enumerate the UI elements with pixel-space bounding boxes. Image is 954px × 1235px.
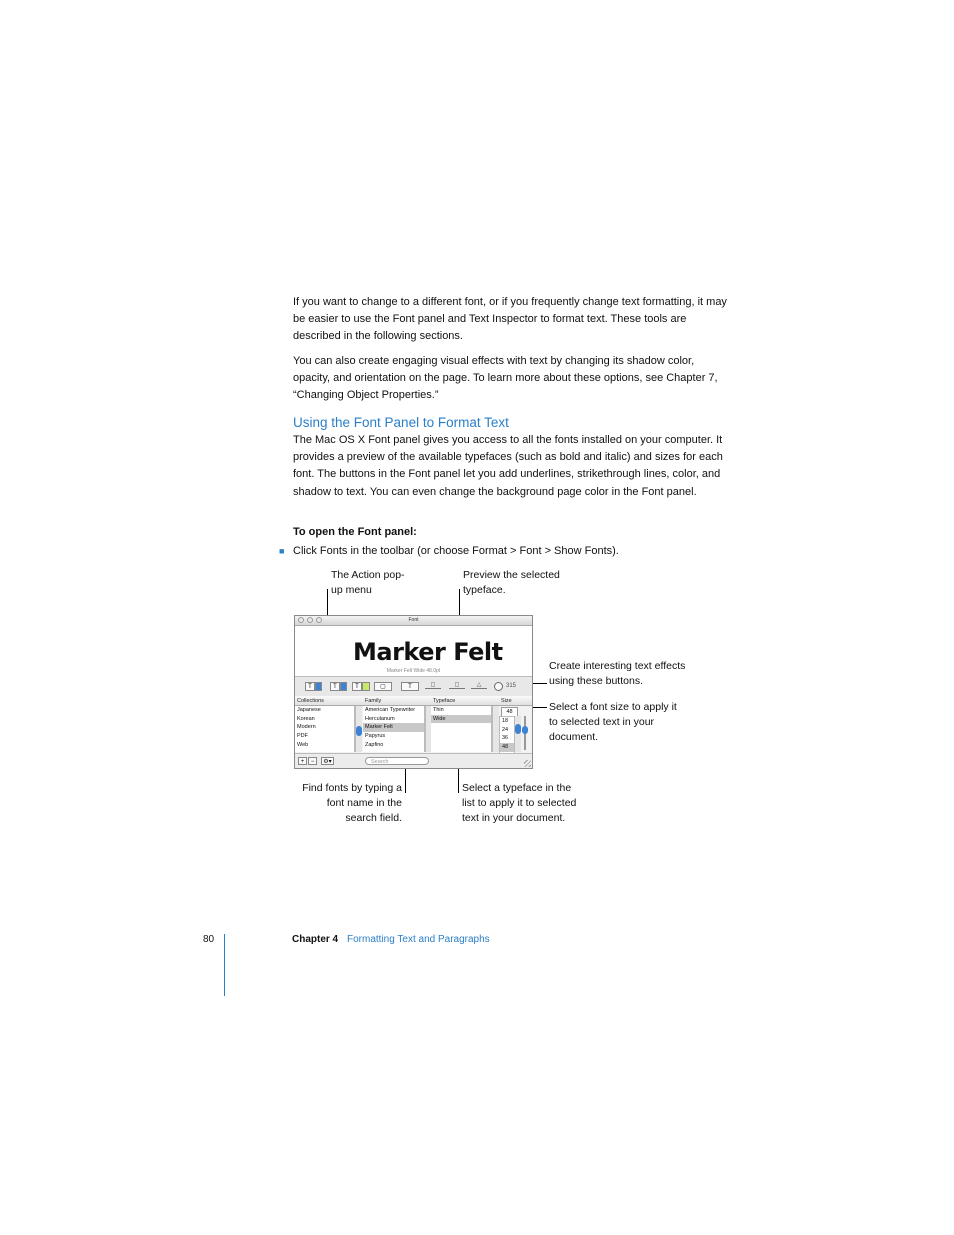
family-list — [363, 706, 425, 752]
document-color-button[interactable]: ▢ — [374, 682, 392, 691]
footer-chapter-title: Formatting Text and Paragraphs — [347, 934, 490, 945]
font-panel-titlebar — [295, 616, 532, 626]
callout-typeface: Select a typeface in the list to apply it to selected text in your document. — [462, 782, 577, 824]
callout-effects: Create interesting text effects using these buttons. — [549, 660, 686, 687]
bullet-text: Click Fonts in the toolbar (or choose Format > Font > Show Fonts). — [293, 545, 619, 557]
font-search-input[interactable]: Search — [365, 757, 429, 765]
collections-list — [295, 706, 355, 752]
size-scrollbar[interactable] — [514, 716, 521, 752]
list-item[interactable]: Japanese — [297, 707, 321, 713]
task-label: To open the Font panel: — [293, 526, 417, 538]
list-item[interactable]: Web — [297, 741, 309, 748]
callout-search: Find fonts by typing a font name in the search field. — [302, 782, 402, 824]
footer-rule — [224, 934, 225, 996]
effects-paragraph: You can also create engaging visual effects with text by changing its shadow color, opacity, and orientation on the page. To learn more about these options, see Chapter 7, “Changing Object Properties.” — [293, 355, 718, 402]
list-item[interactable]: American Typewriter — [365, 707, 416, 713]
shadow-offset-slider[interactable] — [471, 688, 487, 689]
typeface-scrollbar[interactable] — [492, 706, 499, 752]
footer-chapter: Chapter 4 — [292, 934, 339, 945]
strikethrough-button[interactable]: T — [330, 682, 340, 691]
list-item[interactable]: Zapfino — [365, 741, 384, 748]
action-menu-button[interactable]: ⚙▾ — [321, 757, 334, 765]
text-shadow-button[interactable]: T — [401, 682, 419, 691]
text-color-swatch[interactable] — [362, 682, 370, 691]
font-columns-header — [295, 696, 532, 706]
remove-collection-button[interactable]: − — [308, 757, 317, 765]
add-collection-button[interactable]: + — [298, 757, 307, 765]
typeface-list — [431, 706, 492, 752]
bullet-icon: ■ — [279, 546, 285, 556]
underline-menu-icon[interactable] — [315, 682, 322, 691]
list-item[interactable]: Thin — [433, 707, 444, 713]
callout-preview: Preview the selected typeface. — [463, 569, 560, 596]
shadow-offset-icon: △ — [476, 682, 482, 688]
bullet-item — [279, 543, 619, 560]
size-slider-knob[interactable] — [522, 726, 528, 734]
size-list — [499, 716, 515, 754]
section-heading: Using the Font Panel to Format Text — [293, 415, 509, 430]
strikethrough-menu-icon[interactable] — [340, 682, 347, 691]
font-effects-toolbar — [295, 676, 532, 698]
list-item[interactable]: Modern — [297, 724, 316, 731]
font-preview-area — [295, 626, 532, 681]
font-preview-caption: Marker Felt Wide 48.0pt — [386, 668, 441, 674]
size-header: Size — [501, 698, 512, 704]
shadow-blur-icon: ◻ — [454, 682, 460, 688]
list-item[interactable]: PDF — [297, 733, 308, 740]
callout-size: Select a font size to apply it to selected text in your document. — [549, 701, 677, 743]
shadow-blur-slider[interactable] — [449, 688, 465, 689]
list-item[interactable]: Korean — [297, 715, 315, 722]
typeface-header: Typeface — [433, 698, 456, 704]
collections-header: Collections — [297, 698, 324, 704]
intro-paragraph: If you want to change to a different font, or if you frequently change text formatting, it may be easier to use the Font panel and Text Inspector to format text. These tools are described in the following sections. — [293, 296, 727, 343]
resize-grip-icon[interactable] — [524, 760, 531, 767]
collections-scrollbar[interactable] — [355, 706, 362, 752]
text-color-button[interactable]: T — [352, 682, 362, 691]
page-number: 80 — [203, 934, 215, 945]
shadow-angle-dial[interactable] — [494, 682, 503, 691]
font-panel-title: Font — [408, 617, 419, 623]
collections-scroll-thumb[interactable] — [356, 726, 362, 736]
list-item[interactable]: Herculanum — [365, 715, 395, 722]
font-panel — [294, 615, 533, 769]
list-item[interactable]: 24 — [502, 726, 509, 733]
family-header: Family — [365, 698, 382, 704]
underline-button[interactable]: T — [305, 682, 315, 691]
shadow-opacity-icon: ◻ — [430, 682, 436, 688]
shadow-opacity-slider[interactable] — [425, 688, 441, 689]
list-item[interactable]: 18 — [502, 718, 509, 724]
list-item-selected[interactable]: Marker Felt — [363, 723, 424, 732]
shadow-angle-value: 315 — [506, 683, 517, 689]
list-item[interactable]: 36 — [502, 735, 509, 742]
font-preview-text: Marker Felt — [353, 638, 503, 666]
list-item-selected[interactable]: 48 — [500, 743, 514, 752]
font-panel-bottom-bar — [295, 753, 532, 769]
font-panel-paragraph: The Mac OS X Font panel gives you access to all the fonts installed on your computer. It provides a preview of the available typefaces (such as bold and italic) and sizes for each font. The buttons in the Font panel let you add underlines, strikethrough lines, color, and shadow to text. You can even change the background page color in the Font panel. — [293, 434, 723, 498]
size-input[interactable]: 48 — [501, 707, 518, 717]
callout-action-menu: The Action pop-up menu — [331, 569, 405, 596]
list-item[interactable]: Papyrus — [365, 733, 386, 740]
size-scroll-thumb[interactable] — [515, 724, 521, 734]
list-item-selected[interactable]: Wide — [431, 715, 491, 724]
